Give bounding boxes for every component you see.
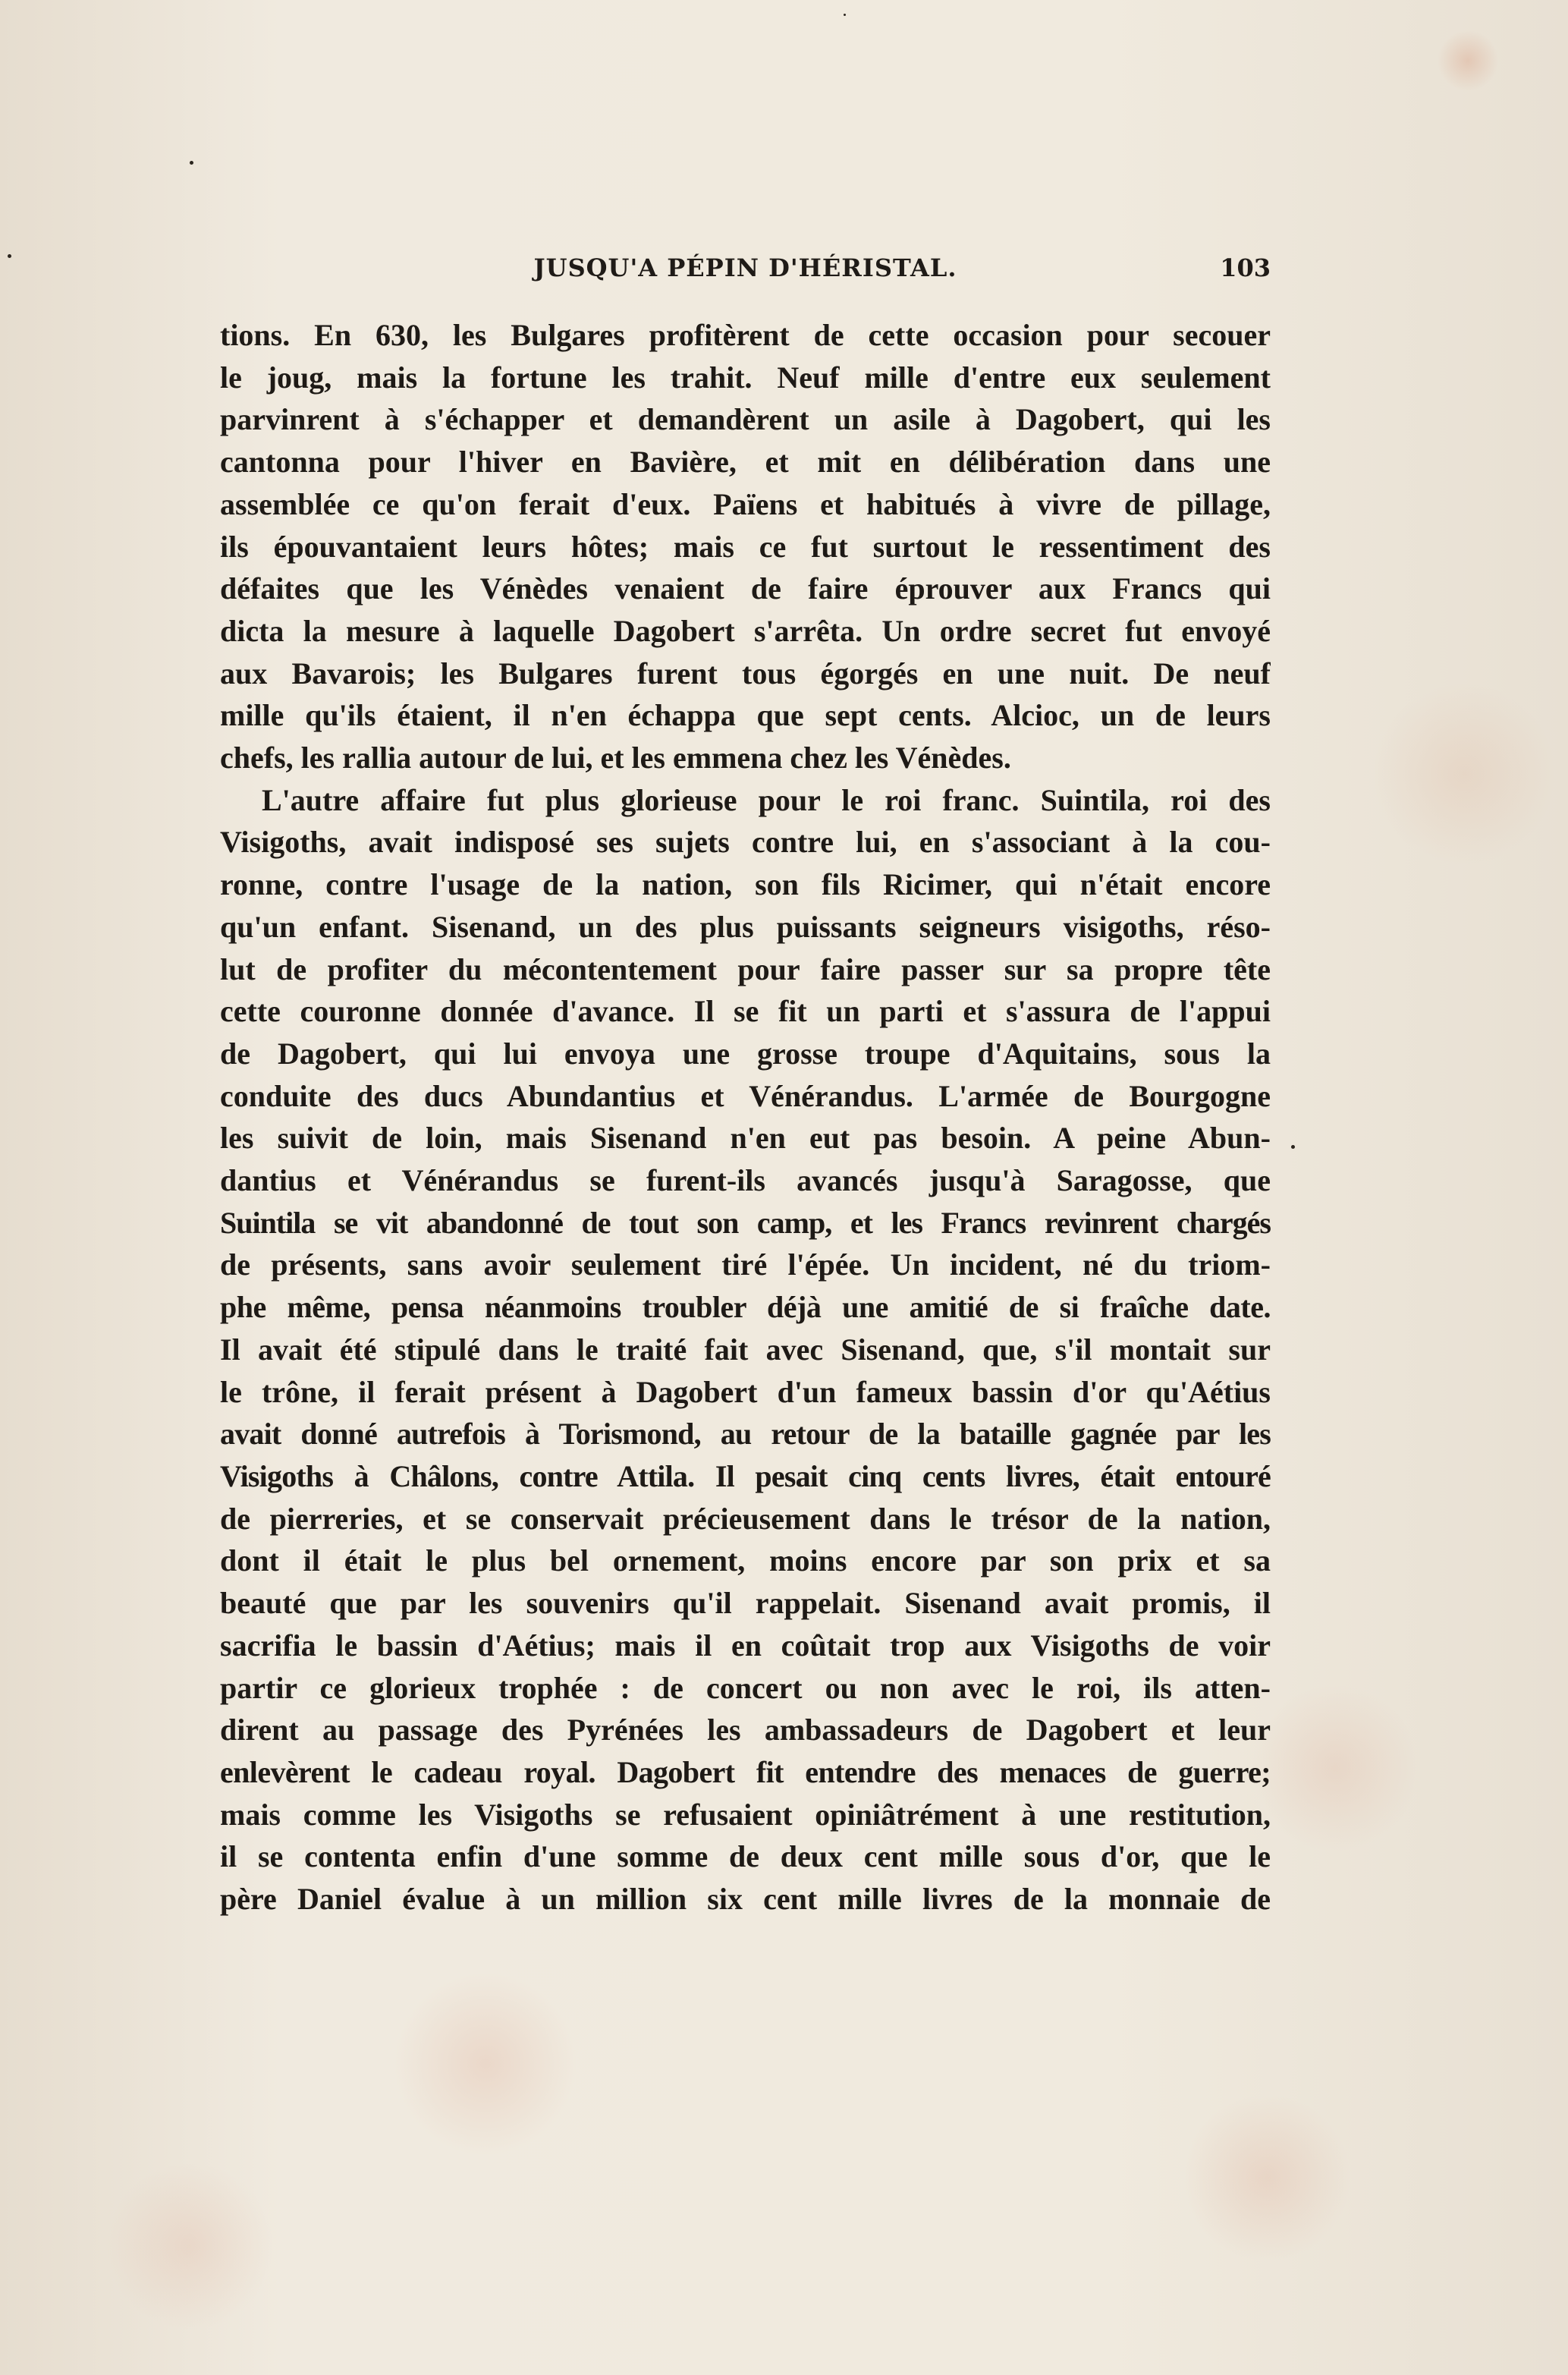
ink-speck <box>1291 1145 1295 1149</box>
ink-speck <box>8 254 11 258</box>
text-line: aux Bavarois; les Bulgares furent tous égorgés en une nuit. De neuf <box>220 656 1271 690</box>
text-line: il se contenta enfin d'une somme de deux cent mille sous d'or, que le <box>220 1839 1271 1874</box>
text-line: ronne, contre l'usage de la nation, son fils Ricimer, qui n'était encore <box>220 867 1271 902</box>
text-line: de pierreries, et se conservait précieusement dans le trésor de la nation, <box>220 1501 1271 1536</box>
text-line: défaites que les Vénèdes venaient de faire éprouver aux Francs qui <box>220 571 1271 606</box>
text-line: Visigoths, avait indisposé ses sujets contre lui, en s'associant à la cou- <box>220 825 1271 860</box>
text-line: tions. En 630, les Bulgares profitèrent de cette occasion pour secouer <box>220 318 1271 352</box>
text-line: Suintila se vit abandonné de tout son camp, et les Francs revinrent chargés <box>220 1205 1271 1240</box>
text-line: mille qu'ils étaient, il n'en échappa que sept cents. Alcioc, un de leurs <box>220 698 1271 733</box>
body-text <box>220 314 1271 1920</box>
ink-speck <box>190 161 193 165</box>
text-line: phe même, pensa néanmoins troubler déjà une amitié de si fraîche date. <box>220 1290 1271 1325</box>
text-line: avait donné autrefois à Torismond, au retour de la bataille gagnée par les <box>220 1417 1271 1452</box>
text-line: cette couronne donnée d'avance. Il se fit un parti et s'assura de l'appui <box>220 994 1271 1029</box>
text-line: le trône, il ferait présent à Dagobert d'un fameux bassin d'or qu'Aétius <box>220 1374 1271 1409</box>
text-line: assemblée ce qu'on ferait d'eux. Païens et habitués à vivre de pillage, <box>220 486 1271 521</box>
text-line: dont il était le plus bel ornement, moins encore par son prix et sa <box>220 1543 1271 1578</box>
page-number: 103 <box>1220 253 1271 282</box>
text-line: enlevèrent le cadeau royal. Dagobert fit entendre des menaces de guerre; <box>220 1754 1271 1789</box>
text-line: dirent au passage des Pyrénées les ambassadeurs de Dagobert et leur <box>220 1713 1271 1747</box>
text-line: père Daniel évalue à un million six cent mille livres de la monnaie de <box>220 1882 1271 1917</box>
text-line: Il avait été stipulé dans le traité fait avec Sisenand, que, s'il montait sur <box>220 1332 1271 1367</box>
text-line: dantius et Vénérandus se furent-ils avancés jusqu'à Saragosse, que <box>220 1163 1271 1198</box>
text-line: de présents, sans avoir seulement tiré l'épée. Un incident, né du triom- <box>220 1247 1271 1282</box>
text-line: mais comme les Visigoths se refusaient opiniâtrément à une restitution, <box>220 1797 1271 1832</box>
text-line: beauté que par les souvenirs qu'il rappelait. Sisenand avait promis, il <box>220 1586 1271 1621</box>
text-line: conduite des ducs Abundantius et Vénérandus. L'armée de Bourgogne <box>220 1078 1271 1113</box>
text-line: partir ce glorieux trophée : de concert ou non avec le roi, ils atten- <box>220 1670 1271 1705</box>
text-line: dicta la mesure à laquelle Dagobert s'arrêta. Un ordre secret fut envoyé <box>220 613 1271 648</box>
text-line: ils épouvantaient leurs hôtes; mais ce fut surtout le ressentiment des <box>220 529 1271 564</box>
running-title: JUSQU'A PÉPIN D'HÉRISTAL. <box>533 253 957 282</box>
paragraph-first-line: L'autre affaire fut plus glorieuse pour le roi franc. Suintila, roi des <box>262 782 1271 817</box>
text-line: qu'un enfant. Sisenand, un des plus puissants seigneurs visigoths, réso- <box>220 909 1271 944</box>
text-line: Visigoths à Châlons, contre Attila. Il pesait cinq cents livres, était entouré <box>220 1458 1271 1493</box>
paragraph-last-line: chefs, les rallia autour de lui, et les emmena chez les Vénèdes. <box>220 741 1011 775</box>
text-line: les suivit de loin, mais Sisenand n'en eut pas besoin. A peine Abun- <box>220 1121 1271 1156</box>
text-line: de Dagobert, qui lui envoya une grosse troupe d'Aquitains, sous la <box>220 1036 1271 1071</box>
page-header <box>220 249 1271 287</box>
text-line: parvinrent à s'échapper et demandèrent un asile à Dagobert, qui les <box>220 402 1271 437</box>
text-line: le joug, mais la fortune les trahit. Neuf mille d'entre eux seulement <box>220 360 1271 395</box>
text-line: cantonna pour l'hiver en Bavière, et mit en délibération dans une <box>220 445 1271 480</box>
ink-speck <box>844 14 846 16</box>
text-line: sacrifia le bassin d'Aétius; mais il en coûtait trop aux Visigoths de voir <box>220 1628 1271 1662</box>
text-line: lut de profiter du mécontentement pour faire passer sur sa propre tête <box>220 952 1271 986</box>
